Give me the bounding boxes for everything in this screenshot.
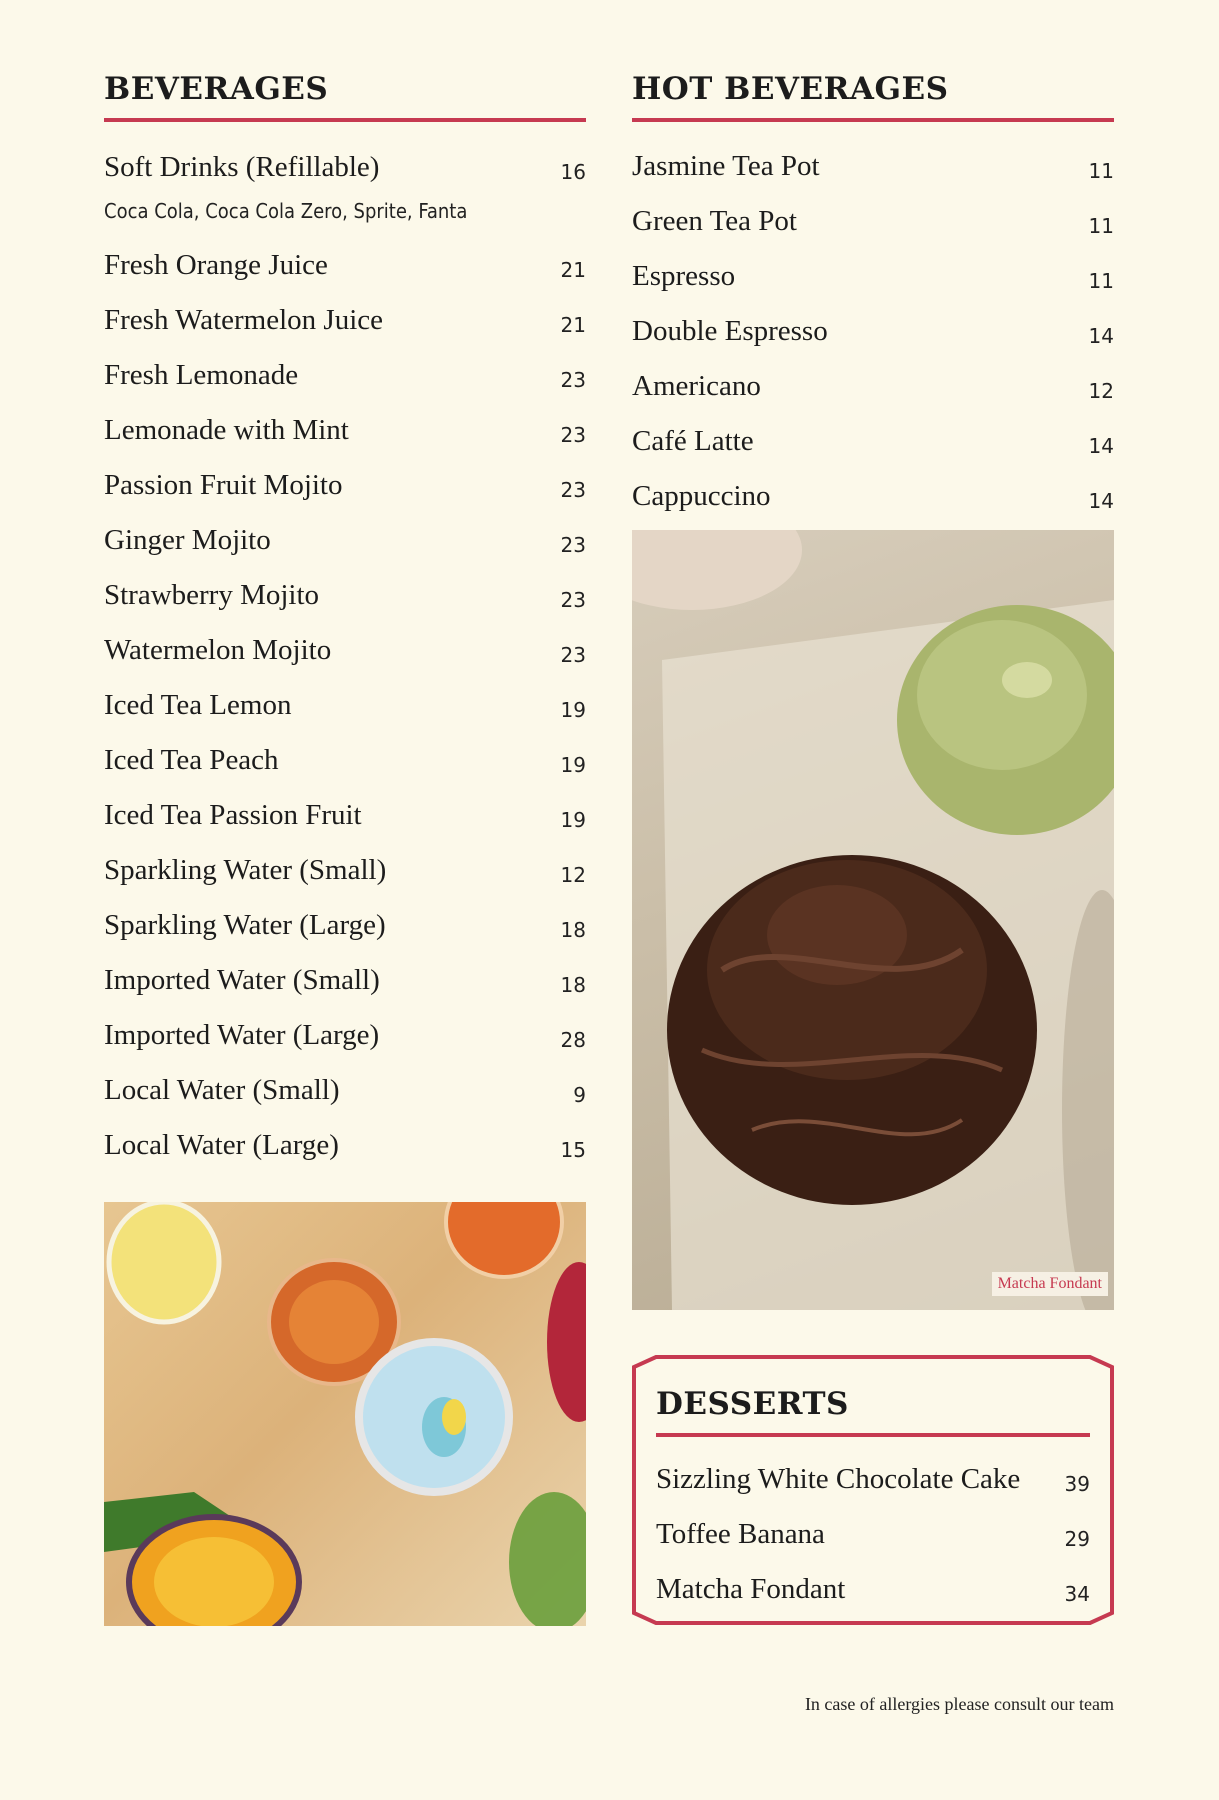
menu-item — [656, 1455, 1090, 1510]
menu-item — [104, 846, 586, 901]
item-price: 14 — [1088, 489, 1114, 513]
menu-item — [104, 681, 586, 736]
menu-item — [104, 143, 586, 241]
menu-item — [104, 406, 586, 461]
desserts-content — [656, 1381, 1090, 1620]
item-name: Passion Fruit Mojito — [104, 469, 343, 501]
menu-item — [632, 307, 1114, 362]
item-name: Espresso — [632, 260, 736, 292]
item-price: 14 — [1088, 434, 1114, 458]
item-name: Local Water (Small) — [104, 1074, 340, 1106]
menu-item — [104, 956, 586, 1011]
hot-beverages-list — [632, 142, 1114, 527]
item-price: 23 — [560, 533, 586, 557]
item-price: 14 — [1088, 324, 1114, 348]
item-price: 28 — [560, 1028, 586, 1052]
item-name: Double Espresso — [632, 315, 828, 347]
item-price: 12 — [560, 863, 586, 887]
allergy-note: In case of allergies please consult our team — [804, 1694, 1114, 1714]
item-price: 18 — [560, 973, 586, 997]
item-name: Soft Drinks (Refillable) — [104, 151, 380, 183]
menu-item — [632, 142, 1114, 197]
item-price: 23 — [560, 478, 586, 502]
item-price: 19 — [560, 753, 586, 777]
item-price: 16 — [560, 160, 586, 184]
item-name: Watermelon Mojito — [104, 634, 332, 666]
item-name: Lemonade with Mint — [104, 414, 349, 446]
item-name: Strawberry Mojito — [104, 579, 320, 611]
item-name: Fresh Watermelon Juice — [104, 304, 383, 336]
item-price: 19 — [560, 808, 586, 832]
hot-beverages-section — [632, 66, 1114, 527]
item-name: Sparkling Water (Small) — [104, 854, 387, 886]
item-price: 23 — [560, 368, 586, 392]
item-name: Cappuccino — [632, 480, 771, 512]
item-name: Imported Water (Small) — [104, 964, 380, 996]
beverages-title: BEVERAGES — [104, 71, 329, 107]
item-price: 23 — [560, 423, 586, 447]
item-price: 23 — [560, 643, 586, 667]
item-name: Green Tea Pot — [632, 205, 797, 237]
menu-item — [104, 791, 586, 846]
menu-item — [104, 516, 586, 571]
item-name: Toffee Banana — [656, 1518, 825, 1550]
photo-caption: Matcha Fondant — [992, 1272, 1108, 1296]
hot-beverages-title-divider — [632, 118, 1114, 122]
item-name: Matcha Fondant — [656, 1573, 846, 1605]
item-name: Local Water (Large) — [104, 1129, 339, 1161]
fondant-illustration — [632, 530, 1114, 1310]
desserts-list — [656, 1455, 1090, 1620]
menu-item — [632, 197, 1114, 252]
desserts-title-divider — [656, 1433, 1090, 1437]
item-name: Imported Water (Large) — [104, 1019, 380, 1051]
beverages-section — [104, 66, 586, 1176]
menu-item — [104, 461, 586, 516]
item-price: 34 — [1064, 1582, 1090, 1606]
item-price: 11 — [1088, 214, 1114, 238]
item-description: Coca Cola, Coca Cola Zero, Sprite, Fanta — [104, 199, 468, 223]
item-price: 11 — [1088, 159, 1114, 183]
beverages-title-divider — [104, 118, 586, 122]
item-price: 9 — [573, 1083, 586, 1107]
menu-item — [104, 1121, 586, 1176]
item-price: 12 — [1088, 379, 1114, 403]
item-name: Sparkling Water (Large) — [104, 909, 386, 941]
item-price: 29 — [1064, 1527, 1090, 1551]
item-name: Sizzling White Chocolate Cake — [656, 1463, 1021, 1495]
item-name: Iced Tea Passion Fruit — [104, 799, 362, 831]
item-name: Ginger Mojito — [104, 524, 271, 556]
menu-item — [104, 241, 586, 296]
item-name: Café Latte — [632, 425, 754, 457]
item-price: 19 — [560, 698, 586, 722]
menu-item — [632, 362, 1114, 417]
item-name: Fresh Orange Juice — [104, 249, 328, 281]
item-price: 21 — [560, 258, 586, 282]
item-price: 39 — [1064, 1472, 1090, 1496]
item-name: Iced Tea Lemon — [104, 689, 292, 721]
menu-item — [104, 1066, 586, 1121]
item-price: 23 — [560, 588, 586, 612]
menu-item — [632, 472, 1114, 527]
menu-item — [632, 252, 1114, 307]
menu-item — [104, 571, 586, 626]
item-price: 15 — [560, 1138, 586, 1162]
item-price: 11 — [1088, 269, 1114, 293]
menu-item — [104, 351, 586, 406]
item-name: Fresh Lemonade — [104, 359, 299, 391]
menu-item — [104, 296, 586, 351]
menu-item — [104, 1011, 586, 1066]
item-price: 18 — [560, 918, 586, 942]
matcha-fondant-photo — [632, 530, 1114, 1310]
drinks-photo — [104, 1202, 586, 1626]
beverages-list — [104, 143, 586, 1176]
item-name: Jasmine Tea Pot — [632, 150, 820, 182]
menu-item — [632, 417, 1114, 472]
menu-item — [656, 1510, 1090, 1565]
menu-item — [104, 736, 586, 791]
desserts-title: DESSERTS — [656, 1386, 849, 1422]
menu-item — [656, 1565, 1090, 1620]
item-name: Iced Tea Peach — [104, 744, 279, 776]
hot-beverages-title: HOT BEVERAGES — [632, 71, 949, 107]
drinks-illustration — [104, 1202, 586, 1626]
menu-item — [104, 626, 586, 681]
item-name: Americano — [632, 370, 761, 402]
menu-item — [104, 901, 586, 956]
desserts-section — [632, 1355, 1114, 1625]
item-price: 21 — [560, 313, 586, 337]
